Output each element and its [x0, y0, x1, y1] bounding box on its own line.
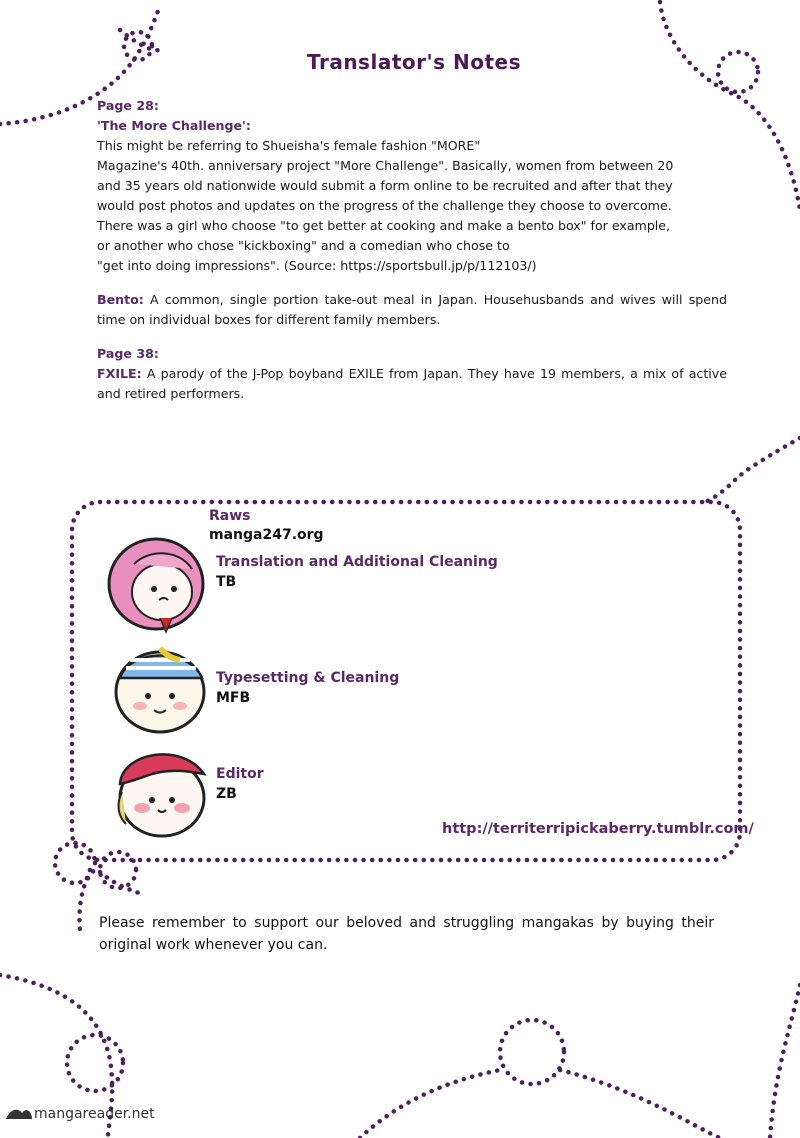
note-page-38: [97, 344, 727, 404]
typesetter-avatar-icon: [110, 640, 210, 736]
note-text: This might be referring to Shueisha's female fashion "MORE": [97, 138, 481, 153]
watermark-logo-icon: [4, 1105, 34, 1123]
note-line: or another who chose "kickboxing" and a comedian who chose to: [97, 238, 510, 253]
website-link[interactable]: http://territerripickaberry.tumblr.com/: [442, 821, 754, 837]
note-term: 'The More Challenge':: [97, 118, 251, 133]
watermark-text: mangareader.net: [34, 1106, 155, 1122]
note-page-label: Page 38:: [97, 346, 159, 361]
note-line: "get into doing impressions". (Source: https://sportsbull.jp/p/112103/): [97, 258, 537, 273]
note-line: [97, 116, 727, 156]
note-line: There was a girl who choose "to get better at cooking and make a bento box" for example,: [97, 218, 671, 233]
typesetting-value: MFB: [216, 690, 251, 706]
translation-value: TB: [216, 574, 237, 590]
watermark: [4, 1105, 155, 1123]
note-bento: [97, 290, 727, 330]
editor-avatar-icon: [112, 744, 212, 840]
translator-avatar-icon: [104, 534, 210, 634]
note-line: would post photos and updates on the progress of the challenge they choose to overcome.: [97, 198, 672, 213]
raws-value: manga247.org: [209, 527, 324, 543]
note-text: A common, single portion take-out meal in Japan. Househusbands and wives will spend time on individual boxes for different family members.: [97, 292, 727, 327]
support-message: Please remember to support our beloved and struggling mangakas by buying their original work whenever you can.: [99, 915, 714, 953]
raws-label: Raws: [209, 508, 251, 524]
note-lines: [97, 116, 727, 276]
note-text: A parody of the J-Pop boyband EXILE from Japan. They have 19 members, a mix of active and retired performers.: [97, 366, 727, 401]
note-page-label: Page 28:: [97, 98, 159, 113]
editor-label: Editor: [216, 766, 264, 782]
note-term: FXILE:: [97, 366, 142, 381]
note-line: and 35 years old nationwide would submit a form online to be recruited and after that they: [97, 178, 673, 193]
translator-notes: [97, 96, 727, 418]
editor-value: ZB: [216, 786, 237, 802]
note-page-28: [97, 96, 727, 276]
note-term: Bento:: [97, 292, 144, 307]
typesetting-label: Typesetting & Cleaning: [216, 670, 400, 686]
note-line: Magazine's 40th. anniversary project "More Challenge". Basically, women from between 20: [97, 158, 674, 173]
translation-label: Translation and Additional Cleaning: [216, 554, 498, 570]
page-title: Translator's Notes: [307, 50, 521, 74]
